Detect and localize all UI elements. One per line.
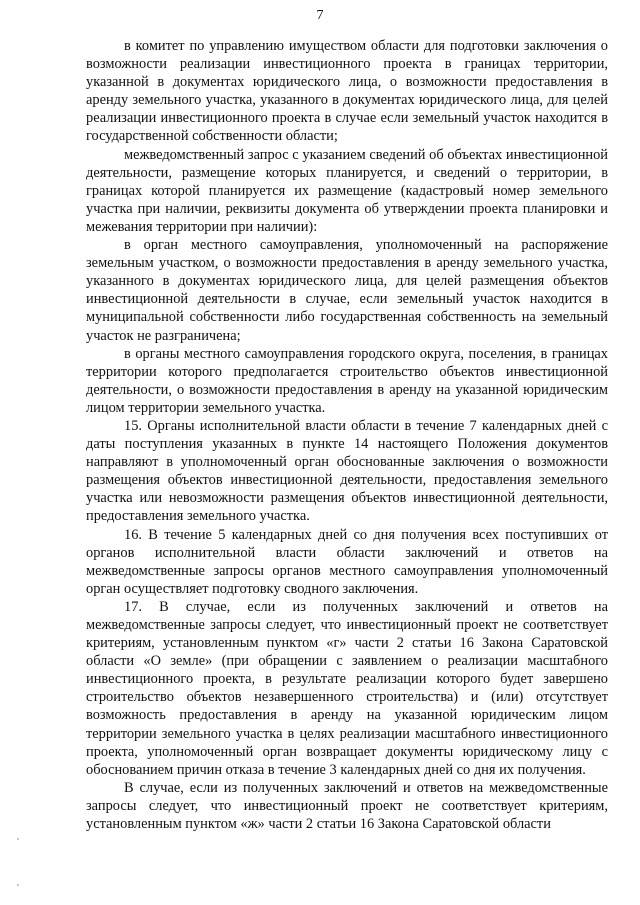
paragraph-local-authority-district: в органы местного самоуправления городского округа, поселения, в границах территории которого предполагается строительство объектов инвестиционной деятельности, о возможности предоставления в аренду на указанной юридическим лицом территории земельного участка.: [86, 345, 608, 416]
paragraph-item-17-continuation: В случае, если из полученных заключений и ответов на межведомственные запросы следует, что инвестиционный проект не соответствует критериям, установленным пунктом «ж» части 2 статьи 16 Закона Саратовской области: [86, 779, 608, 833]
paragraph-local-authority-land: в орган местного самоуправления, уполномоченный на распоряжение земельным участком, о возможности предоставления в аренду земельного участка, указанного в документах юридического лица, для целей размещения объектов инвестиционной деятельности в случае, если земельный участок находится в муниципальной собственности либо государственная собственность на земельный участок не разграничена;: [86, 237, 608, 344]
scan-artifact-dot: [17, 838, 19, 840]
paragraph-interagency-request: межведомственный запрос с указанием сведений об объектах инвестиционной деятельности, размещение которых планируется, и сведений о территории, в границах которой планируется их размещение (кадастровый номер земельного участка при наличии, реквизиты документа об утверждении проекта планировки и межевания территории при наличии):: [86, 146, 608, 235]
page-number: 7: [316, 8, 324, 23]
scan-artifact-dot: [17, 884, 19, 886]
paragraph-item-15: 15. Органы исполнительной власти области в течение 7 календарных дней с даты поступления указанных в пункте 14 настоящего Положения документов направляют в уполномоченный орган обоснованные заключения о возможности размещения объектов инвестиционной деятельности, предоставления земельного участка или невозможности размещения объектов инвестиционной деятельности, предоставления земельного участка.: [86, 417, 608, 525]
paragraph-item-17: 17. В случае, если из полученных заключений и ответов на межведомственные запросы следует, что инвестиционный проект не соответствует критериям, установленным пунктом «г» части 2 статьи 16 Закона Саратовской области «О земле» (при обращении с заявлением о реализации масштабного инвестиционного проекта, в результате реализации которого будет завершено строительство объектов незавершенного строительства) и (или) отсутствует возможность предоставления в аренду на указанной юридическим лицом территории земельного участка в целях реализации масштабного инвестиционного проекта, уполномоченный орган возвращает документы юридическому лицу с обоснованием причин отказа в течение 3 календарных дней со дня их получения.: [86, 598, 608, 778]
paragraph-item-16: 16. В течение 5 календарных дней со дня получения всех поступивших от органов исполнительной власти области заключений и ответов на межведомственные запросы органов местного самоуправления уполномоченный орган осуществляет подготовку сводного заключения.: [86, 526, 608, 597]
paragraph-committee-request: в комитет по управлению имуществом области для подготовки заключения о возможности реализации инвестиционного проекта в границах территории, указанной в документах юридического лица, о возможности предоставления в аренду земельного участка, указанного в документах юридического лица, для целей реализации инвестиционного проекта в случае если земельный участок находится в государственной собственности области;: [86, 38, 608, 145]
document-body: [86, 37, 608, 833]
